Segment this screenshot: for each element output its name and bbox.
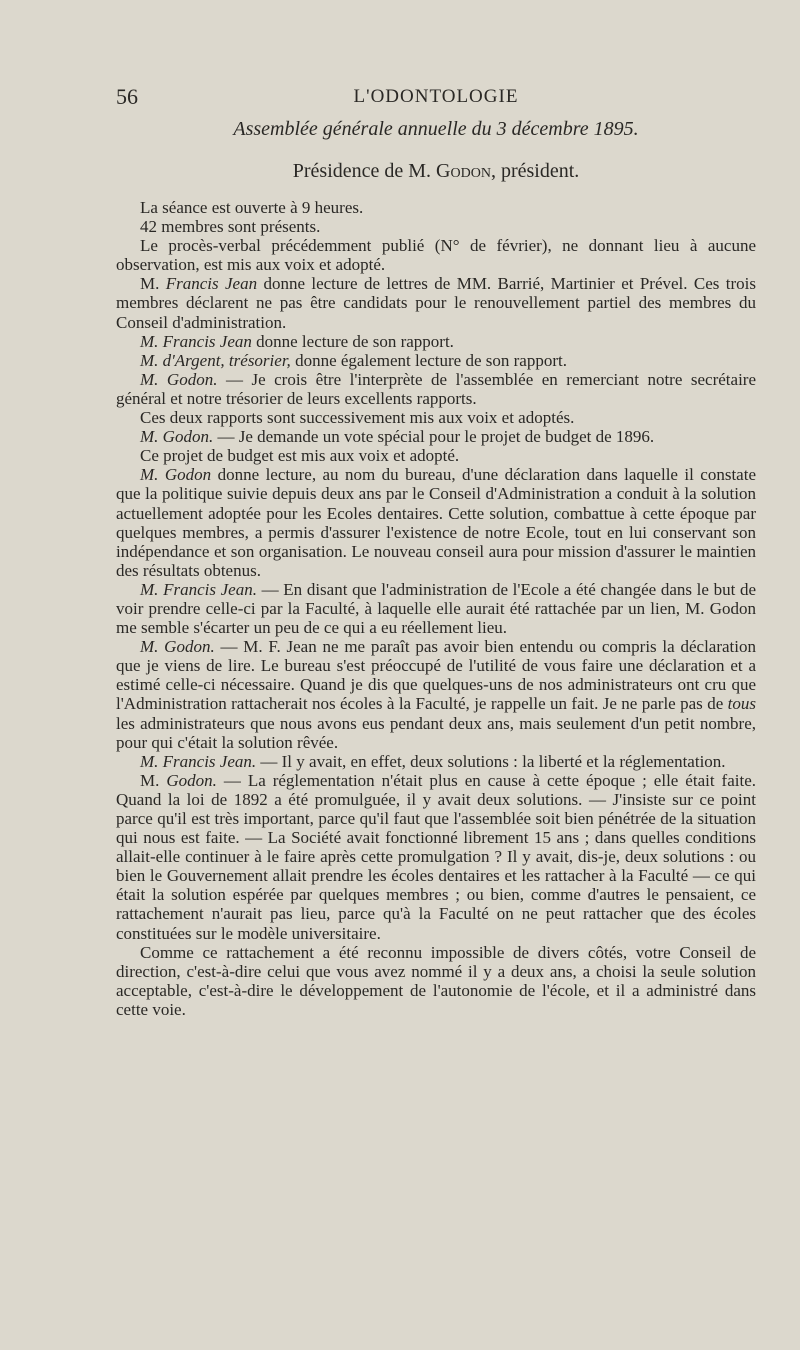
running-title: L'ODONTOLOGIE (353, 86, 519, 107)
speaker-name: M. Godon. (140, 637, 215, 657)
paragraph (116, 427, 756, 446)
presidency-suffix: , président. (490, 160, 580, 182)
paragraph-text: La séance est ouverte à 9 heures. (140, 198, 364, 217)
paragraph-text: donne lecture de son rapport. (251, 331, 454, 351)
speaker-name: M. Francis Jean (140, 331, 252, 351)
paragraph-text: donne lecture de lettres de MM. Barrié, Martinier et Prével. Ces trois membres déclarent ne pas être candidats pour le renouvellement partiel des membres du Conseil d'administration. (116, 274, 756, 332)
paragraph (116, 408, 756, 427)
minutes-body (116, 198, 756, 1019)
running-header (116, 84, 756, 112)
paragraph-text: Le procès-verbal précédemment publié (N° de février), ne donnant lieu à aucune observation, est mis aux voix et adopté. (116, 236, 756, 275)
paragraph-text: M. (140, 770, 167, 790)
paragraph (116, 332, 756, 351)
paragraph (116, 752, 756, 771)
paragraph-text: 42 membres sont présents. (140, 217, 321, 237)
speaker-name: Francis Jean (165, 274, 258, 294)
paragraph (116, 370, 756, 408)
paragraph-text: — Je demande un vote spécial pour le projet de budget de 1896. (213, 427, 655, 447)
president-name: Godon (436, 160, 491, 182)
paragraph (116, 351, 756, 370)
paragraph-text: Ce projet de budget est mis aux voix et adopté. (140, 446, 460, 466)
speaker-name: M. Godon. (140, 427, 214, 447)
paragraph (116, 771, 756, 943)
paragraph (116, 943, 756, 1019)
speaker-name: M. d'Argent, trésorier, (140, 350, 291, 370)
paragraph-text: — M. F. Jean ne me paraît pas avoir bien entendu ou compris la déclaration que je viens de lire. Le bureau s'est préoccupé de l'utilité de vous faire une déclaration et a estimé celle-ci nécessaire. Quand je dis que quelques-uns de nos administrateurs ont cru que l'Administration rattacherait nos écoles à la Faculté, je rappelle un fait. Je ne parle pas de (116, 637, 756, 714)
paragraph-text: donne également lecture de son rapport. (290, 350, 567, 370)
paragraph (116, 274, 756, 331)
paragraph (116, 580, 756, 637)
presidency-line (116, 160, 756, 183)
paragraph-text: — Il y avait, en effet, deux solutions : la liberté et la réglementation. (256, 751, 726, 771)
paragraph-text: Ces deux rapports sont successivement mis aux voix et adoptés. (140, 408, 575, 428)
paragraph-text: — En disant que l'administration de l'Ecole a été changée dans le but de voir prendre celle-ci par la Faculté, à laquelle elle aurait été rattachée par un lien, M. Godon me semble s'écarter un peu de ce qui a eu réellement lieu. (116, 579, 756, 638)
paragraph-text: Comme ce rattachement a été reconnu impossible de divers côtés, votre Conseil de direction, c'est-à-dire celui que vous avez nommé il y a deux ans, a choisi la seule solution acceptable, c'est-à-dire le développement de l'autonomie de l'école, et il a administré dans cette voie. (116, 942, 756, 1019)
speaker-name: M. Godon. (140, 369, 218, 389)
paragraph (116, 198, 756, 217)
presidency-prefix: Présidence de M. (292, 160, 437, 182)
paragraph-text: les administrateurs que nous avons eus pendant deux ans, mais seulement d'un petit nombre, pour qui c'était la solution rêvée. (116, 713, 756, 752)
paragraph (116, 217, 756, 236)
paragraph (116, 637, 756, 752)
paragraph-text: donne lecture, au nom du bureau, d'une déclaration dans laquelle il constate que la politique suivie depuis deux ans par le Conseil d'Administration a conduit à la solution actuellement adoptée pour les Ecoles dentaires. Cette solution, combattue à cette époque par quelques membres, a permis d'assurer l'existence de notre Ecole, tout en lui conservant son indépendance et son organisation. Le nouveau conseil aura pour mission d'assurer le maintien des résultats obtenus. (116, 465, 756, 580)
speaker-name: M. Francis Jean. (140, 751, 257, 771)
paragraph (116, 236, 756, 274)
paragraph-text: — La réglementation n'était plus en cause à cette époque ; elle était faite. Quand la loi de 1892 a été promulguée, il y avait deux solutions. — J'insiste sur ce point parce qu'il est très important, parce qu'il faut que l'assemblée soit bien pénétrée de la situation qui nous est faite. — La Société avait fonctionné librement 15 ans ; dans quelles conditions allait-elle continuer à le faire après cette promulgation ? Il y avait, dis-je, deux solutions : ou bien le Gouvernement allait prendre les écoles dentaires et les rattacher à la Faculté — ce qui était la solution espérée par quelques membres ; ou bien, comme d'autres le pensaient, ce rattachement n'aurait pas lieu, parce qu'à la Faculté on ne peut rattacher que des écoles constituées sur le modèle universitaire. (116, 770, 756, 943)
speaker-name: M. Godon (140, 465, 212, 485)
speaker-name: M. Francis Jean. (140, 579, 257, 599)
meeting-title: Assemblée générale annuelle du 3 décembre 1895. (233, 118, 639, 140)
paragraph-text: — Je crois être l'interprète de l'assemblée en remerciant notre secrétaire général et notre trésorier de leurs excellents rapports. (116, 369, 756, 408)
paragraph (116, 446, 756, 465)
page-number: 56 (116, 84, 138, 109)
paragraph (116, 465, 756, 580)
paragraph-text: M. (140, 274, 166, 294)
speaker-name: tous (727, 694, 756, 714)
speaker-name: Godon. (166, 770, 217, 790)
